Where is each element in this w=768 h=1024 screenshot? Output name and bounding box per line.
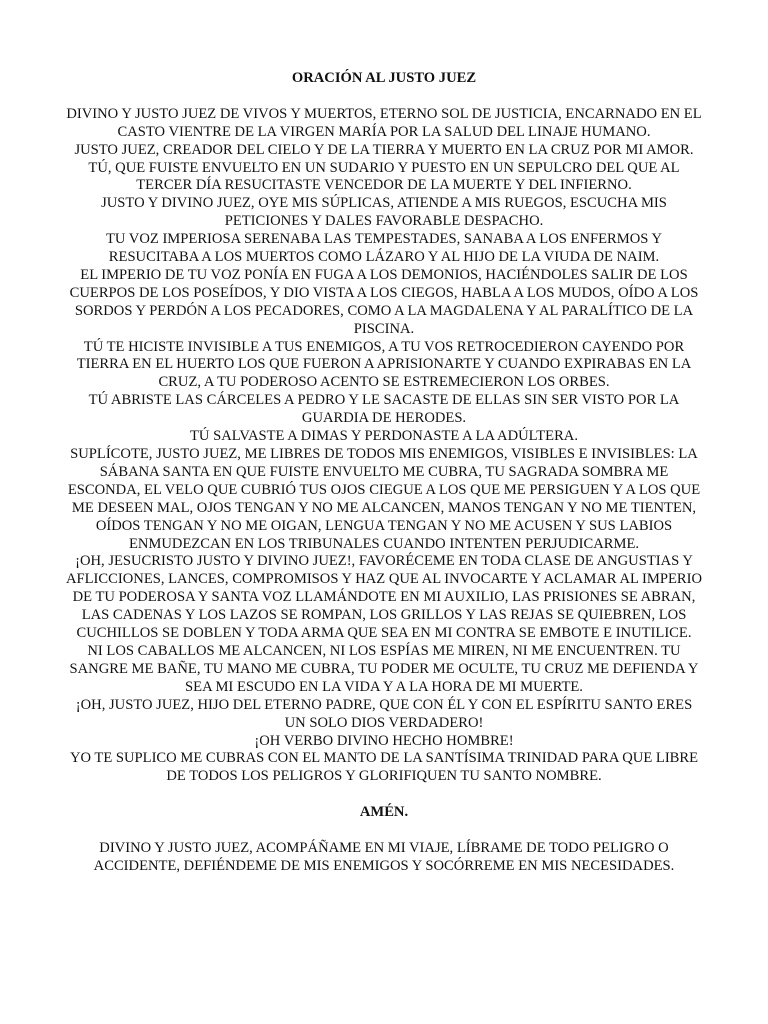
paragraph: ¡OH VERBO DIVINO HECHO HOMBRE!: [254, 732, 514, 749]
paragraph: TÚ, QUE FUISTE ENVUELTO EN UN SUDARIO Y PUESTO EN UN SEPULCRO DEL QUE AL TERCER DÍA RESUCITASTE VENCEDOR DE LA MUERTE Y DEL INFIERNO.: [88, 159, 680, 194]
paragraph: EL IMPERIO DE TU VOZ PONÍA EN FUGA A LOS DEMONIOS, HACIÉNDOLES SALIR DE LOS CUERPOS DE LOS POSEÍDOS, Y DIO VISTA A LOS CIEGOS, HABLA A LOS MUDOS, OÍDO A LOS SORDOS Y PERDÓN A LOS PECADORES, COMO A LA MAGDALENA Y AL PARALÍTICO DE LA PISCINA.: [69, 266, 699, 337]
document-title: ORACIÓN AL JUSTO JUEZ: [291, 70, 477, 86]
document-page: [64, 70, 704, 876]
amen-heading: AMÉN.: [359, 804, 409, 821]
paragraph: SUPLÍCOTE, JUSTO JUEZ, ME LIBRES DE TODOS MIS ENEMIGOS, VISIBLES E INVISIBLES: LA SÁBANA SANTA EN QUE FUISTE ENVUELTO ME CUBRA, TU SAGRADA SOMBRA ME ESCONDA, EL VELO QUE CUBRIÓ TUS OJOS CIEGUE A LOS QUE ME PERSIGUEN Y A LOS QUE ME DESEEN MAL, OJOS TENGAN Y NO ME ALCANCEN, MANOS TENGAN Y NO ME TIENTEN, OÍDOS TENGAN Y NO ME OIGAN, LENGUA TENGAN Y NO ME ACUSEN Y SUS LABIOS ENMUDEZCAN EN LOS TRIBUNALES CUANDO INTENTEN PERJUDICARME.: [67, 446, 701, 552]
paragraph: ¡OH, JUSTO JUEZ, HIJO DEL ETERNO PADRE, QUE CON ÉL Y CON EL ESPÍRITU SANTO ERES UN SOLO DIOS VERDADERO!: [75, 696, 693, 731]
paragraph: TÚ ABRISTE LAS CÁRCELES A PEDRO Y LE SACASTE DE ELLAS SIN SER VISTO POR LA GUARDIA DE HERODES.: [88, 392, 680, 427]
paragraph: ¡OH, JESUCRISTO JUSTO Y DIVINO JUEZ!, FAVORÉCEME EN TODA CLASE DE ANGUSTIAS Y AFLICCIONES, LANCES, COMPROMISOS Y HAZ QUE AL INVOCARTE Y ACLAMAR AL IMPERIO DE TU PODEROSA Y SANTA VOZ LLAMÁNDOTE EN MI AUXILIO, LAS PRISIONES SE ABRAN, LAS CADENAS Y LOS LAZOS SE ROMPAN, LOS GRILLOS Y LAS REJAS SE QUIEBREN, LOS CUCHILLOS SE DOBLEN Y TODA ARMA QUE SEA EN MI CONTRA SE EMBOTE E INUTILICE.: [65, 553, 702, 642]
paragraph: TÚ SALVASTE A DIMAS Y PERDONASTE A LA ADÚLTERA.: [189, 428, 578, 445]
paragraph: JUSTO JUEZ, CREADOR DEL CIELO Y DE LA TIERRA Y MUERTO EN LA CRUZ POR MI AMOR.: [74, 141, 694, 158]
prayer-body: [64, 106, 704, 786]
paragraph: DIVINO Y JUSTO JUEZ DE VIVOS Y MUERTOS, ETERNO SOL DE JUSTICIA, ENCARNADO EN EL CASTO VIENTRE DE LA VIRGEN MARÍA POR LA SALUD DEL LINAJE HUMANO.: [66, 105, 702, 140]
paragraph: JUSTO Y DIVINO JUEZ, OYE MIS SÚPLICAS, ATIENDE A MIS RUEGOS, ESCUCHA MIS PETICIONES Y DALES FAVORABLE DESPACHO.: [101, 195, 667, 230]
paragraph: TU VOZ IMPERIOSA SERENABA LAS TEMPESTADES, SANABA A LOS ENFERMOS Y RESUCITABA A LOS MUERTOS COMO LÁZARO Y AL HIJO DE LA VIUDA DE NAIM.: [105, 231, 663, 266]
paragraph: TÚ TE HICISTE INVISIBLE A TUS ENEMIGOS, A TU VOS RETROCEDIERON CAYENDO POR TIERRA EN EL HUERTO LOS QUE FUERON A APRISIONARTE Y CUANDO EXPIRABAS EN LA CRUZ, A TU PODEROSO ACENTO SE ESTREMECIERON LOS ORBES.: [76, 338, 692, 391]
closing-paragraph: DIVINO Y JUSTO JUEZ, ACOMPÁÑAME EN MI VIAJE, LÍBRAME DE TODO PELIGRO O ACCIDENTE, DEFIÉNDEME DE MIS ENEMIGOS Y SOCÓRREME EN MIS NECESIDADES.: [93, 839, 675, 874]
paragraph: YO TE SUPLICO ME CUBRAS CON EL MANTO DE LA SANTÍSIMA TRINIDAD PARA QUE LIBRE DE TODOS LOS PELIGROS Y GLORIFIQUEN TU SANTO NOMBRE.: [69, 750, 699, 785]
paragraph: NI LOS CABALLOS ME ALCANCEN, NI LOS ESPÍAS ME MIREN, NI ME ENCUENTREN. TU SANGRE ME BAÑE, TU MANO ME CUBRA, TU PODER ME OCULTE, TU CRUZ ME DEFIENDA Y SEA MI ESCUDO EN LA VIDA Y A LA HORA DE MI MUERTE.: [69, 642, 699, 695]
